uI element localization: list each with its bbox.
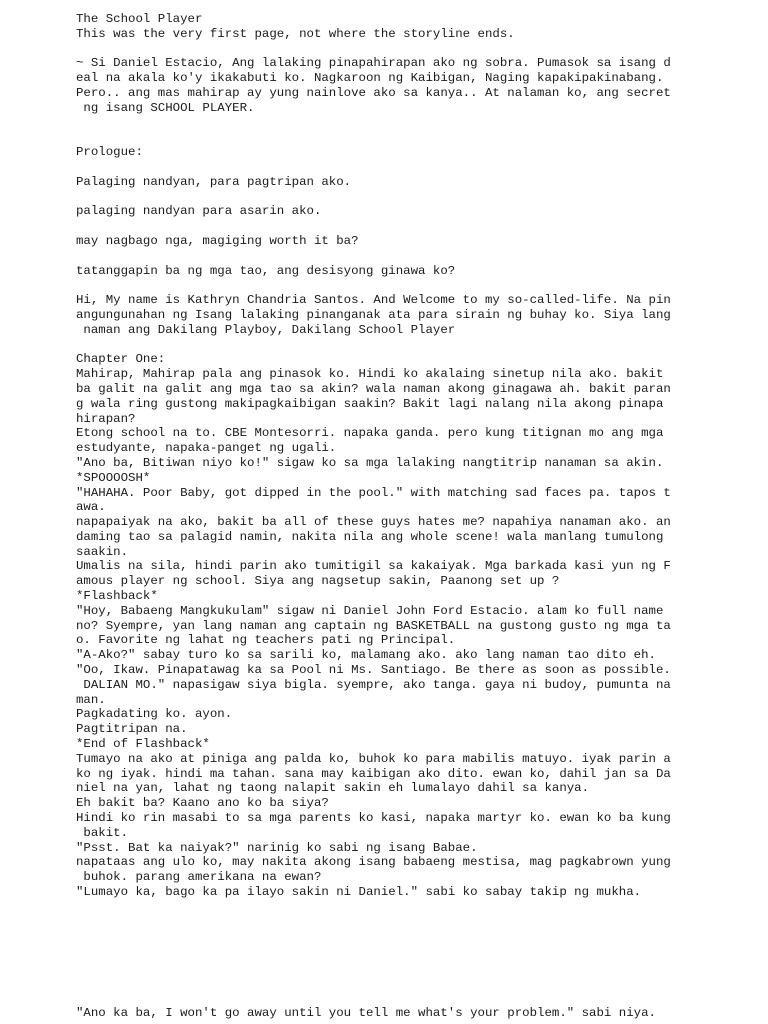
intro-line: Hi, My name is Kathryn Chandria Santos. And Welcome to my so-called-life. Na pin [76,293,671,308]
chapter-line: Mahirap, Mahirap pala ang pinasok ko. Hindi ko akalaing sinetup nila ako. bakit [76,367,664,382]
chapter-line: napapaiyak na ako, bakit ba all of these guys hates me? napahiya nanaman ako. an [76,515,671,530]
chapter-line: Tumayo na ako at piniga ang palda ko, buhok ko para mabilis matuyo. iyak parin a [76,751,671,766]
chapter-line: o. Favorite ng lahat ng teachers pati ng Principal. [76,633,456,648]
intro-line: angungunahan ng Isang lalaking pinanganak ata para sirain ng buhay ko. Siya lang [76,307,671,322]
intro-block [76,293,756,337]
prologue-heading: Prologue: [76,145,143,160]
prologue-line: may nagbago nga, magiging worth it ba? [76,233,359,248]
chapter-line: estudyante, napaka-panget ng ugali. [76,441,337,456]
chapter-line: awa. [76,500,106,515]
chapter-line: "A-Ako?" sabay turo ko sa sarili ko, malamang ako. ako lang naman tao dito eh. [76,648,656,663]
intro-line: naman ang Dakilang Playboy, Dakilang School Player [76,322,456,337]
chapter-line: Pagtitripan na. [76,722,188,737]
chapter-line: "Lumayo ka, bago ka pa ilayo sakin ni Daniel." sabi ko sabay takip ng mukha. [76,885,642,900]
summary-block [76,56,756,115]
prologue-line: tatanggapin ba ng mga tao, ang desisyong ginawa ko? [76,263,456,278]
prologue-line: Palaging nandyan, para pagtripan ako. [76,174,352,189]
chapter-line: "HAHAHA. Poor Baby, got dipped in the pool." with matching sad faces pa. tapos t [76,485,671,500]
last-line: "Ano ka ba, I won't go away until you tell me what's your problem." sabi niya. [76,1006,656,1020]
chapter-line: ko ng iyak. hindi ma tahan. sana may kaibigan ako dito. ewan ko, dahil jan sa Da [76,766,671,781]
chapter-line: Hindi ko rin masabi to sa mga parents ko kasi, napaka martyr ko. ewan ko ba kung [76,811,671,826]
chapter-line: daming tao sa palagid namin, nakita nila ang whole scene! wala manlang tumulong [76,529,664,544]
chapter-line: niel na yan, lahat ng taong nalapit sakin eh lumalayo dahil sa kanya. [76,781,590,796]
chapter-line: g wala ring gustong makipagkaibigan saakin? Bakit lagi nalang nila akong pinapa [76,396,664,411]
document-title: The School Player [76,12,203,26]
chapter-line: buhok. parang amerikana na ewan? [76,870,322,885]
chapter-line: "Oo, Ikaw. Pinapatawag ka sa Pool ni Ms. Santiago. Be there as soon as possible. [76,663,671,678]
chapter-line: *Flashback* [76,589,158,604]
prologue-line: palaging nandyan para asarin ako. [76,204,322,219]
summary-line: ng isang SCHOOL PLAYER. [76,100,255,115]
chapter-line: "Psst. Bat ka naiyak?" narinig ko sabi ng isang Babae. [76,840,478,855]
chapter-line: "Hoy, Babaeng Mangkukulam" sigaw ni Daniel John Ford Estacio. alam ko full name [76,603,664,618]
chapter-line: *SPOOOOSH* [76,470,151,485]
chapter-line: amous player ng school. Siya ang nagsetup sakin, Paanong set up ? [76,574,560,589]
chapter-line: Eh bakit ba? Kaano ano ko ba siya? [76,796,329,811]
chapter-line: man. [76,692,106,707]
chapter-line: Umalis na sila, hindi parin ako tumitigil sa kakaiyak. Mga barkada kasi yun ng F [76,559,671,574]
chapter-line: ba galit na galit ang mga tao sa akin? wala naman akong ginagawa ah. bakit paran [76,381,671,396]
chapter-line: *End of Flashback* [76,737,210,752]
chapter-line: no? Syempre, yan lang naman ang captain ng BASKETBALL na gustong gusto ng mga ta [76,618,671,633]
summary-line: ~ Si Daniel Estacio, Ang lalaking pinapahirapan ako ng sobra. Pumasok sa isang d [76,56,671,71]
chapter-line: napataas ang ulo ko, may nakita akong isang babaeng mestisa, mag pagkabrown yung [76,855,671,870]
chapter-line: Etong school na to. CBE Montesorri. napaka ganda. pero kung titignan mo ang mga [76,426,664,441]
chapter-line: bakit. [76,825,129,840]
document-tagline: This was the very first page, not where the storyline ends. [76,26,515,41]
chapter-line: Pagkadating ko. ayon. [76,707,233,722]
document-page [76,12,756,900]
chapter-heading: Chapter One: [76,352,166,367]
chapter-line: "Ano ba, Bitiwan niyo ko!" sigaw ko sa mga lalaking nangtitrip nanaman sa akin. [76,455,664,470]
chapter-block [76,367,756,900]
summary-line: eal na akala ko'y ikakabuti ko. Nagkaroon ng Kaibigan, Naging kapakipakinabang. [76,71,664,86]
chapter-line: DALIAN MO." napasigaw siya bigla. syempre, ako tanga. gaya ni budoy, pumunta na [76,677,671,692]
chapter-line: saakin. [76,544,129,559]
summary-line: Pero.. ang mas mahirap ay yung nainlove ako sa kanya.. At nalaman ko, ang secret [76,85,671,100]
chapter-line: hirapan? [76,411,136,426]
